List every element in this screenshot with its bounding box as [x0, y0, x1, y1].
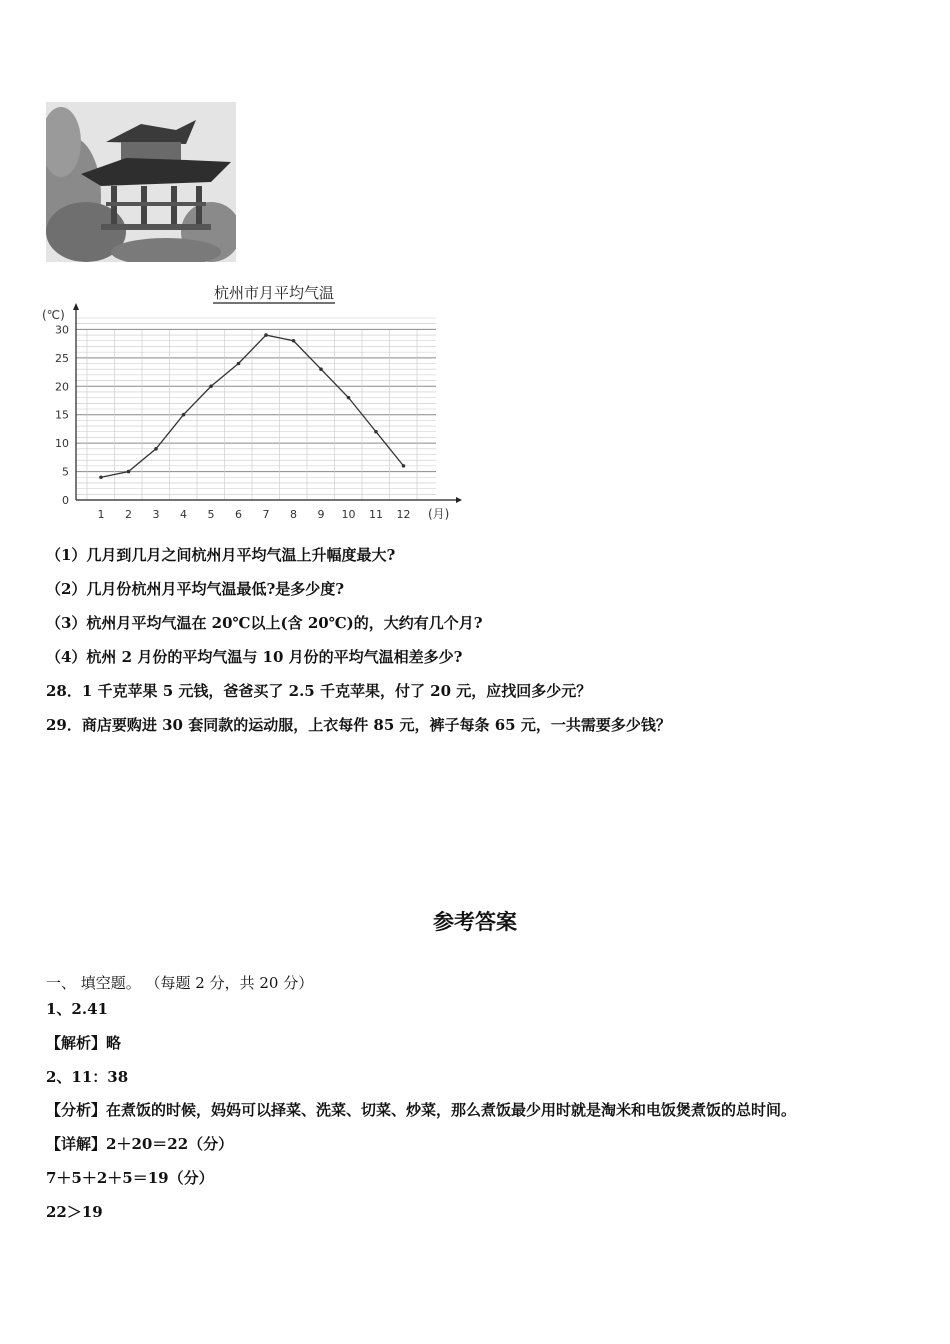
x-tick-label: 10 — [341, 508, 356, 521]
y-tick-label: 5 — [62, 465, 69, 479]
chart-title: 杭州市月平均气温 — [213, 284, 335, 302]
data-point — [99, 475, 103, 479]
x-unit-label: (月) — [428, 507, 450, 521]
x-tick-label: 7 — [262, 508, 270, 521]
answer-2: 2、11：38 — [46, 1068, 129, 1086]
y-tick-label: 0 — [62, 494, 69, 507]
data-point — [402, 464, 406, 468]
y-unit-label: (℃) — [42, 308, 65, 322]
data-point — [209, 384, 213, 388]
data-point — [347, 396, 351, 400]
answer-1: 1、2.41 — [46, 1000, 108, 1018]
data-point — [154, 447, 158, 451]
data-point — [264, 333, 268, 337]
x-tick-label: 4 — [180, 508, 187, 521]
x-tick-label: 11 — [369, 508, 383, 521]
y-tick-label: 10 — [55, 437, 69, 451]
data-point — [237, 362, 241, 366]
answer-2-step: 7＋5＋2＋5＝19（分） — [46, 1169, 214, 1187]
y-axis-arrow — [73, 303, 79, 310]
y-tick-label: 15 — [55, 408, 69, 422]
x-tick-label: 3 — [152, 508, 160, 521]
x-tick-label: 9 — [317, 508, 325, 521]
answer-2-detail: 【详解】2＋20＝22（分） — [46, 1135, 234, 1153]
answer-1-analysis: 【解析】略 — [46, 1034, 122, 1052]
section-heading: 一、 填空题。 （每题 2 分，共 20 分） — [46, 974, 314, 992]
data-point — [374, 430, 378, 434]
answer-2-analysis: 【分析】在煮饭的时候，妈妈可以择菜、洗菜、切菜、炒菜，那么煮饭最少用时就是淘米和电饭煲煮饭的总时间。 — [46, 1101, 797, 1119]
x-tick-label: 1 — [97, 508, 105, 521]
x-axis-arrow — [456, 497, 462, 503]
x-tick-label: 12 — [396, 508, 411, 521]
answer-2-compare: 22＞19 — [46, 1203, 103, 1221]
y-tick-label: 25 — [55, 351, 69, 365]
x-tick-label: 5 — [207, 508, 215, 521]
pavilion-photo — [46, 102, 236, 262]
y-tick-label: 20 — [55, 380, 69, 394]
question-2: （2）几月份杭州月平均气温最低?是多少度? — [46, 580, 345, 598]
data-point — [319, 367, 323, 371]
question-28: 28．1 千克苹果 5 元钱，爸爸买了 2.5 千克苹果，付了 20 元，应找回多少元？ — [46, 682, 592, 700]
x-tick-label: 6 — [235, 508, 242, 521]
answers-title: 参考答案 — [433, 909, 517, 934]
question-3: （3）杭州月平均气温在 20℃以上(含 20℃)的，大约有几个月? — [46, 614, 483, 632]
data-point — [292, 339, 296, 343]
question-1: （1）几月到几月之间杭州月平均气温上升幅度最大? — [46, 546, 396, 564]
y-tick-label: 30 — [55, 323, 69, 337]
x-tick-label: 2 — [125, 508, 132, 521]
x-tick-label: 8 — [290, 508, 297, 521]
data-point — [182, 413, 186, 417]
temperature-line-chart — [38, 278, 468, 526]
question-29: 29．商店要购进 30 套同款的运动服，上衣每件 85 元，裤子每条 65 元，一共需要多少钱？ — [46, 716, 671, 734]
question-4: （4）杭州 2 月份的平均气温与 10 月份的平均气温相差多少? — [46, 648, 463, 666]
data-point — [127, 470, 131, 474]
